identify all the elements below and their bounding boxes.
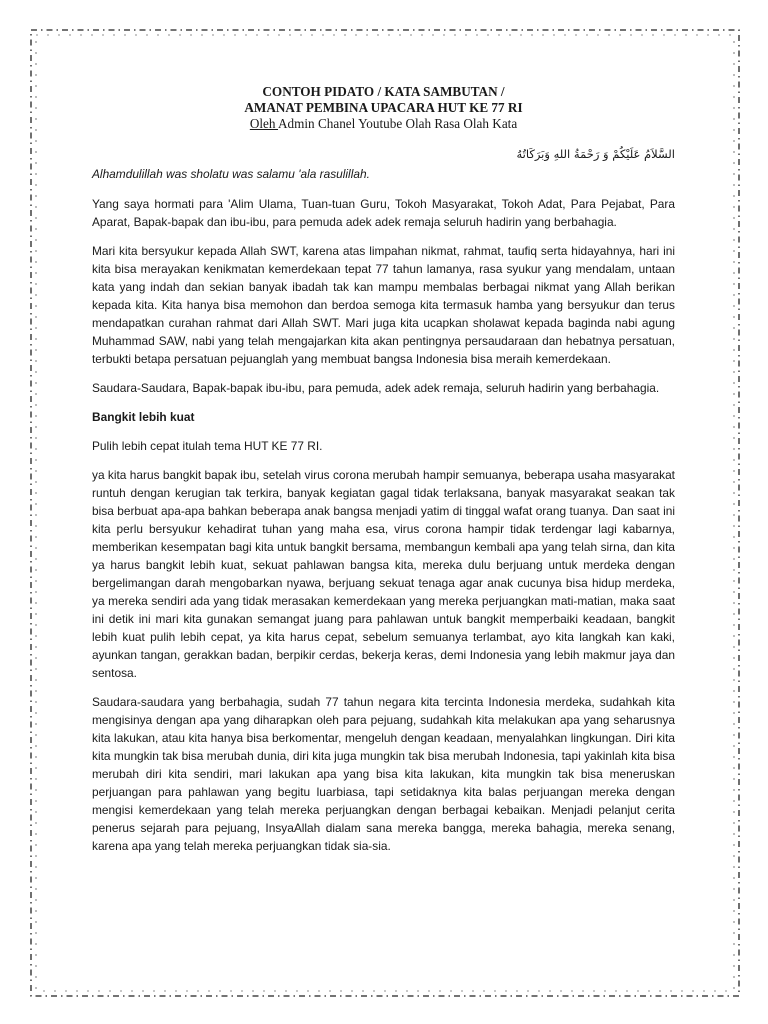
opening-line: Alhamdulillah was sholatu was salamu 'ala rasulillah. <box>92 167 370 181</box>
paragraph-rise-stronger: ya kita harus bangkit bapak ibu, setelah virus corona merubah hampir semuanya, beberapa usaha masyarakat runtuh dengan kerugian tak terkira, banyak kegiatan gagal tidak terlaksana, banyak masyarakat seakan tak bisa berbuat apa-apa bahkan beberapa anak bangsa menjadi yatim di tinggal wafat orang tuanya. Dan saat ini kita perlu bersyukur kehadirat tuhan yang maha esa, virus corona hampir tidak terdengar lagi kabarnya, memberikan kesempatan bagi kita untuk bangkit bersama, membangun kembali apa yang telah sirna, dan kita ya harus bangkit lebih kuat, sekuat pahlawan bangsa kita, mereka dulu berjuang untuk merdeka dengan bergelimangan darah mengobarkan nyawa, berjuang sekuat tenaga agar anak cucunya bisa hidup merdeka, ya mereka sendiri ada yang tidak merasakan kemerdekaan yang mereka perjuangkan mati-matian, maka saat ini detik ini mari kita gunakan semangat juang para pahlawan untuk bangkit memperbaiki keadaan, bangkit lebih kuat pulih lebih cepat, ya kita harus cepat, sebelum semuanya terlambat, ayo kita langkah kan kaki, ayunkan tangan, gerakkan badan, berpikir cerdas, bekerja keras, demi Indonesia yang lebih makmur jaya dan sentosa. <box>92 468 675 680</box>
paragraph-closing: Saudara-saudara yang berbahagia, sudah 77 tahun negara kita tercinta Indonesia merdeka, sudahkah kita mengisinya dengan apa yang diharapkan oleh para pejuang, sudahkah kita melakukan apa yang seharusnya kita lakukan, atau kita hanya bisa berkomentar, mengeluh dengan keadaan, menyalahkan lingkungan. Diri kita kita mungkin tak bisa merubah dunia, diri kita juga mungkin tak bisa merubah Indonesia, tapi yakinlah kita bisa merubah diri kita sendiri, mari lakukan apa yang bisa kita lakukan, kita mungkin tak bisa meneruskan perjuangan para pahlawan yang begitu luarbiasa, tapi setidaknya kita balas perjuangan mereka dengan mengisi kemerdekaan yang telah mereka perjuangkan dengan berbagai kebaikan. Menjadi pelanjut cerita penerus sejarah para pejuang, InsyaAllah dialam sana mereka bangga, mereka bahagia, mereka senang, karena apa yang telah mereka perjuangkan tidak sia-sia. <box>92 695 675 853</box>
byline-author: Admin Chanel Youtube Olah Rasa Olah Kata <box>278 116 518 131</box>
arabic-greeting: السَّلاَمُ عَلَيْكُمْ وَ رَحْمَةُ اللهِ وَبَرَكَاتُهُ <box>516 147 675 161</box>
paragraph-greeting-audience: Yang saya hormati para 'Alim Ulama, Tuan-tuan Guru, Tokoh Masyarakat, Tokoh Adat, Para Pejabat, Para Aparat, Bapak-bapak dan ibu-ibu, para pemuda adek adek remaja seluruh hadirin yang berbahagia. <box>92 197 675 229</box>
byline-prefix: Oleh <box>249 116 279 131</box>
document-page <box>92 84 675 866</box>
paragraph-gratitude: Mari kita bersyukur kepada Allah SWT, karena atas limpahan nikmat, rahmat, taufiq serta hidayahnya, hari ini kita bisa merayakan kenikmatan kemerdekaan tepat 77 tahun lamanya, rasa syukur yang mendalam, untaan kata yang indah dan sekian banyak ibadah tak kan mampu membalas berbagai nikmat yang Allah berikan kepada kita. Kita hanya bisa memohon dan berdoa semoga kita termasuk hamba yang bersyukur dan terus mendapatkan curahan rahmat dari Allah SWT. Mari juga kita ucapkan sholawat kepada baginda nabi agung Muhammad SAW, nabi yang telah mengajarkan kita akan pentingnya persaudaraan dan hebatnya persatuan, terbukti betapa persatuan pejuanglah yang membuat bangsa Indonesia bisa meraih kemerdekaan. <box>92 244 675 366</box>
section-heading: Bangkit lebih kuat <box>92 410 195 424</box>
paragraph-address: Saudara-Saudara, Bapak-bapak ibu-ibu, para pemuda, adek adek remaja, seluruh hadirin yang berbahagia. <box>92 381 660 395</box>
document-title-line-1: CONTOH PIDATO / KATA SAMBUTAN / <box>262 84 505 99</box>
document-title-line-2: AMANAT PEMBINA UPACARA HUT KE 77 RI <box>244 100 523 115</box>
theme-line: Pulih lebih cepat itulah tema HUT KE 77 RI. <box>92 439 323 453</box>
document-byline <box>92 116 675 132</box>
